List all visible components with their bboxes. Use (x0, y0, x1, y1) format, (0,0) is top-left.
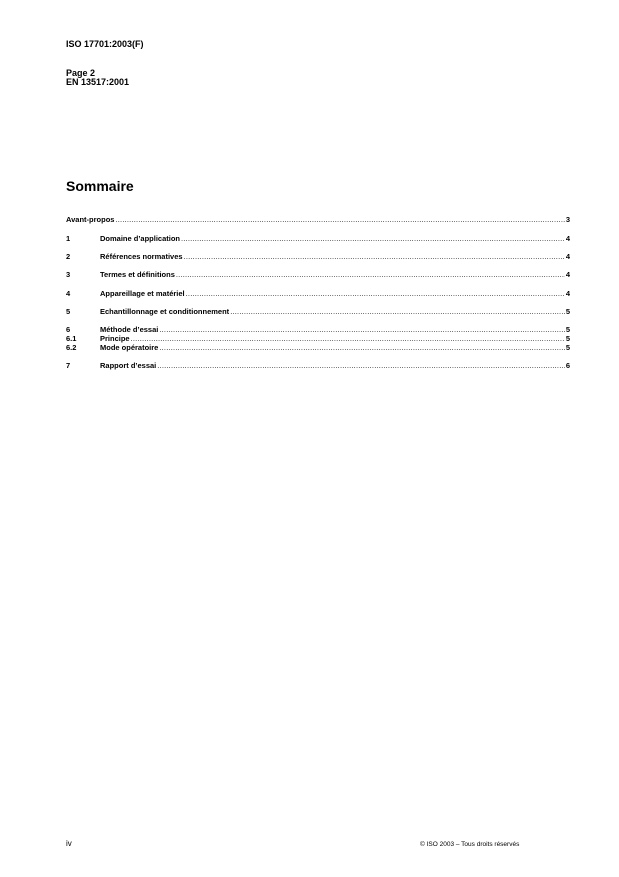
toc-entry-label: Principe (100, 334, 130, 343)
toc-entry-label: Rapport d’essai (100, 361, 157, 370)
toc-leader-dots (230, 307, 565, 317)
toc-entry-4[interactable] (66, 289, 570, 299)
toc-entry-number: 6 (66, 325, 71, 334)
toc-entry-label: Avant-propos (66, 215, 115, 224)
toc-entry-page: 6 (565, 361, 570, 370)
toc-leader-dots (157, 361, 565, 371)
toc-title: Sommaire (66, 178, 134, 194)
toc-entry-number: 4 (66, 289, 71, 298)
toc-entry-page: 4 (565, 270, 570, 279)
toc-entry-label: Méthode d’essai (100, 325, 159, 334)
toc-entry-1[interactable] (66, 234, 570, 244)
page-number-line: Page 2 (66, 68, 96, 78)
footer-copyright: © ISO 2003 – Tous droits réservés (420, 841, 520, 848)
toc-entry-6-2[interactable] (66, 343, 570, 353)
toc-entry-number: 6.1 (66, 334, 77, 343)
toc-entry-3[interactable] (66, 270, 570, 280)
toc-entry-page: 4 (565, 289, 570, 298)
toc-entry-number: 1 (66, 234, 71, 243)
toc-leader-dots (181, 234, 565, 244)
toc-entry-page: 3 (565, 215, 570, 224)
toc-entry-5[interactable] (66, 307, 570, 317)
toc-leader-dots (184, 252, 565, 262)
toc-entry-label: Mode opératoire (100, 343, 159, 352)
toc-leader-dots (159, 343, 564, 353)
toc-leader-dots (186, 289, 565, 299)
toc-entry-page: 5 (565, 325, 570, 334)
toc-leader-dots (115, 215, 564, 225)
toc-entry-2[interactable] (66, 252, 570, 262)
toc-entry-number: 7 (66, 361, 71, 370)
toc-entry-page: 5 (565, 307, 570, 316)
toc-entry-7[interactable] (66, 361, 570, 371)
toc-entry-avant-propos[interactable] (66, 215, 570, 225)
toc-entry-label: Références normatives (100, 252, 183, 261)
document-id: ISO 17701:2003(F) (66, 39, 144, 49)
toc-entry-page: 4 (565, 234, 570, 243)
en-reference: EN 13517:2001 (66, 77, 130, 87)
toc-entry-label: Domaine d’application (100, 234, 181, 243)
toc-entry-number: 5 (66, 307, 71, 316)
toc-entry-page: 5 (565, 343, 570, 352)
toc-entry-page: 4 (565, 252, 570, 261)
toc-entry-number: 3 (66, 270, 71, 279)
toc-entry-number: 6.2 (66, 343, 77, 352)
toc-entry-label: Appareillage et matériel (100, 289, 185, 298)
footer-page-number: iv (66, 839, 72, 848)
toc-entry-label: Termes et définitions (100, 270, 175, 279)
toc-entry-label: Echantillonnage et conditionnement (100, 307, 230, 316)
toc-leader-dots (176, 270, 565, 280)
toc-entry-page: 5 (565, 334, 570, 343)
toc-entry-number: 2 (66, 252, 71, 261)
